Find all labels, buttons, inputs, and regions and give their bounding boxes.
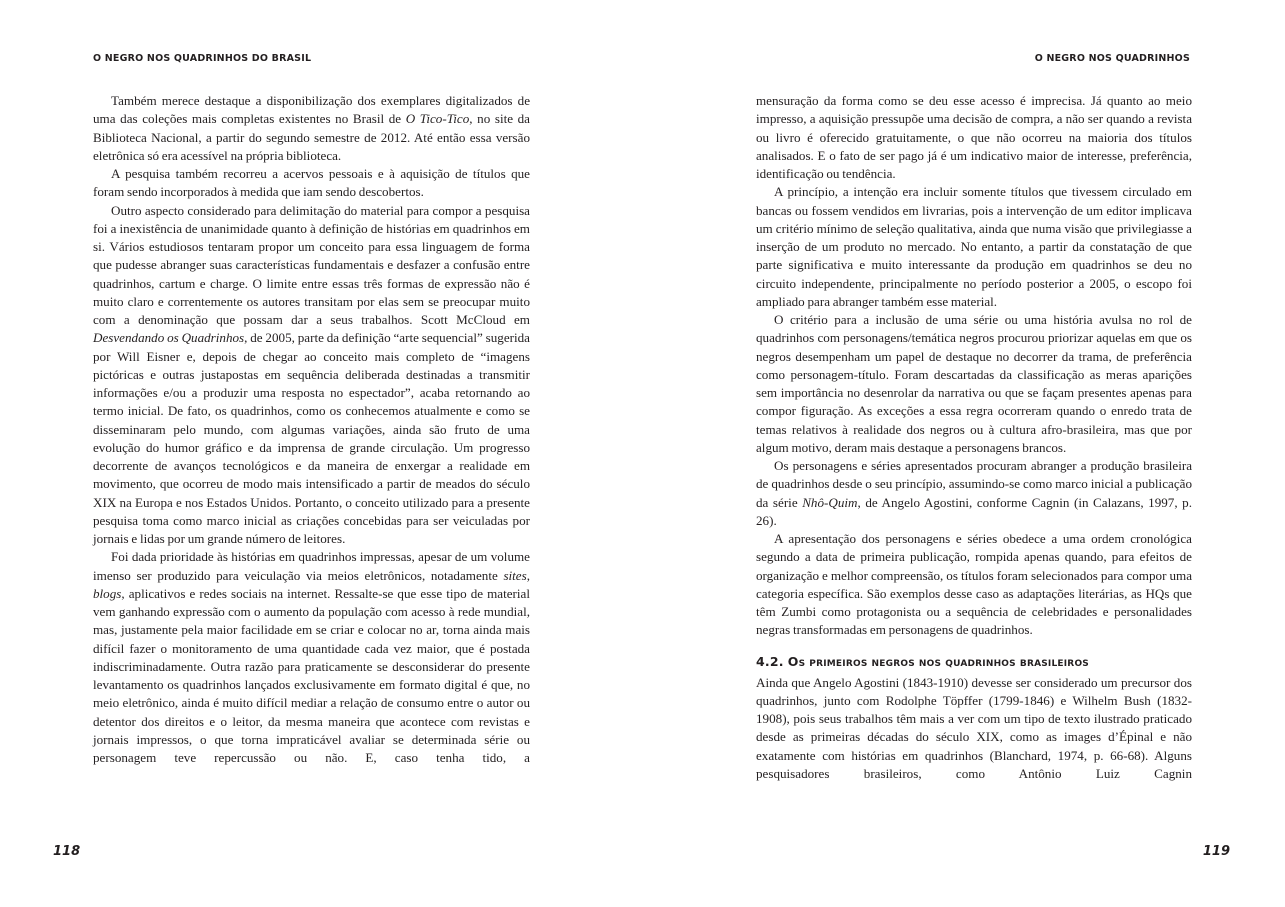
paragraph	[756, 183, 1192, 311]
paragraph	[756, 674, 1192, 784]
paragraph	[93, 92, 530, 165]
paragraph	[756, 92, 1192, 183]
text-run: , de Angelo Agostini, conforme Cagnin (in Calazans, 1997, p. 26).	[756, 494, 1192, 528]
text-run: O critério para a inclusão de uma série ou uma história avulsa no rol de quadrinhos com personagens/temática negros procurou priorizar aquelas em que os negros desempenham um papel de destaque no decorrer da trama, de preferência como personagem-título. Foram descartadas da classificação as meras aparições sem importância no desenrolar da narrativa ou que se façam presentes apenas para compor figuração. As exceções a essa regra ocorreram quando o enredo trata de temas relativos à realidade dos negros ou à cultura afro-brasileira, mas que por algum motivo, deram mais destaque a personagens brancos.	[756, 312, 1192, 455]
text-run: , de 2005, parte da definição “arte sequencial” sugerida por Will Eisner e, depois de chegar ao conceito mais completo de “imagens pictóricas e outras justapostas em sequência deliberada destinadas a transmitir informações e/ou a produzir uma resposta no espectador”, acaba retornando ao termo inicial. De fato, os quadrinhos, como os conhecemos atualmente e como se disseminaram pelo mundo, com algumas variações, ainda são fruto de uma evolução do humor gráfico e da imprensa de grande circulação. Um progresso decorrente de avanços tecnológicos e da maneira de enxergar a realidade em movimento, que ocorreu de modo mais intensificado a partir de meados do século XIX na Europa e nos Estados Unidos. Portanto, o conceito utilizado para a presente pesquisa toma como marco inicial as criações concebidas para ser veiculadas por jornais e lidas por um grande número de leitores.	[93, 330, 530, 546]
text-run: ,	[526, 567, 530, 583]
page-number-right: 119	[1202, 844, 1230, 859]
text-run: Outro aspecto considerado para delimitação do material para compor a pesquisa foi a inexistência de unanimidade quanto à definição de histórias em quadrinhos em si. Vários estudiosos tentaram propor um conceito para essa linguagem de forma que pudesse abranger suas características fundamentais e desfazer a confusão entre quadrinhos, cartum e charge. O limite entre essas três formas de expressão não é muito claro e correntemente os autores transitam por elas sem se preocupar muito com a denominação que possam dar a seus trabalhos. Scott McCloud em	[93, 202, 530, 327]
paragraph	[756, 530, 1192, 640]
italic-text-run: O Tico-Tico	[405, 111, 470, 127]
paragraph	[756, 457, 1192, 530]
text-run: , aplicativos e redes sociais na internet. Ressalte-se que esse tipo de material vem ganhando expressão com o aumento da população com acesso à rede mundial, mas, justamente pela maior facilidade em se criar e colocar no ar, torna ainda mais difícil fazer o monitoramento de uma quantidade cada vez maior, que é postada indiscriminadamente. Outra razão para praticamente se desconsiderar do presente levantamento os quadrinhos lançados exclusivamente em formato digital é que, no meio eletrônico, ainda é muito difícil mediar a relação de consumo entre o autor ou detentor dos direitos e o leitor, da mesma maneira que acontece com revistas e jornais impressos, o que torna impraticável avaliar se determinada série ou personagem teve repercussão ou não. E, caso tenha tido, a	[93, 585, 530, 765]
italic-text-run: Desvendando os Quadrinhos	[93, 330, 245, 346]
running-head-right: O NEGRO NOS QUADRINHOS	[1034, 53, 1190, 64]
paragraph	[756, 311, 1192, 457]
text-run: A pesquisa também recorreu a acervos pessoais e à aquisição de títulos que foram sendo incorporados à medida que iam sendo descobertos.	[93, 166, 530, 200]
text-run: A princípio, a intenção era incluir somente títulos que tivessem circulado em bancas ou fossem vendidos em livrarias, pois a intervenção de um editor implicava um critério mínimo de seleção qualitativa, ainda que numa visão que privilegiasse a inserção de um produto no mercado. No entanto, a partir da constatação de que parte significativa e muito interessante da produção em quadrinhos se deu no circuito independente, principalmente no período posterior a 2005, o escopo foi ampliado para abranger também esse material.	[756, 184, 1192, 309]
section-heading: 4.2. Os primeiros negros nos quadrinhos brasileiros	[756, 653, 1089, 669]
text-run: Os personagens e séries apresentados procuram abranger a produção brasileira de quadrinhos desde o seu princípio, assumindo-se como marco inicial a publicação da série	[756, 458, 1192, 510]
italic-text-run: sites	[503, 567, 527, 583]
paragraph	[93, 165, 530, 202]
text-run: Ainda que Angelo Agostini (1843-1910) devesse ser considerado um precursor dos quadrinhos, junto com Rodolphe Töpffer (1799-1846) e Wilhelm Bush (1832-1908), pois seus trabalhos têm mais a ver com um tipo de texto ilustrado praticado desde as primeiras décadas do século XIX, como as images d’Épinal e não exatamente com histórias em quadrinhos (Blanchard, 1974, p. 66-68). Alguns pesquisadores brasileiros, como Antônio Luiz Cagnin	[756, 674, 1192, 781]
right-page-body	[756, 92, 1192, 783]
text-run: , no site da Biblioteca Nacional, a partir do segundo semestre de 2012. Até então essa versão eletrônica só era acessível na própria biblioteca.	[93, 111, 530, 163]
running-head-left: O NEGRO NOS QUADRINHOS DO BRASIL	[93, 53, 312, 64]
text-run: Também merece destaque a disponibilização dos exemplares digitalizados de uma das coleções mais completas existentes no Brasil de	[93, 93, 530, 127]
page-number-left: 118	[53, 844, 81, 859]
paragraph	[93, 202, 530, 549]
italic-text-run: Nhô-Quim	[802, 494, 858, 510]
text-run: mensuração da forma como se deu esse acesso é imprecisa. Já quanto ao meio impresso, a aquisição pressupõe uma decisão de compra, a não ser quando a revista ou livro é oferecido gratuitamente, o que não ocorreu na maioria dos títulos analisados. E o fato de ser pago já é um indicativo maior de interesse, preferência, identificação ou tendência.	[756, 93, 1192, 181]
text-run: Foi dada prioridade às histórias em quadrinhos impressas, apesar de um volume imenso ser produzido para veiculação via meios eletrônicos, notadamente	[93, 549, 530, 583]
text-run: A apresentação dos personagens e séries obedece a uma ordem cronológica segundo a data de primeira publicação, rompida apenas quando, para efeitos de organização e melhor compreensão, os títulos foram selecionados para compor uma categoria específica. São exemplos desse caso as adaptações literárias, as HQs que têm Zumbi como protagonista ou a sequência de celebridades e personalidades negras transformadas em personagens de quadrinhos.	[756, 531, 1192, 638]
left-page-body	[93, 92, 530, 767]
italic-text-run: blogs	[93, 585, 122, 601]
paragraph	[93, 548, 530, 767]
